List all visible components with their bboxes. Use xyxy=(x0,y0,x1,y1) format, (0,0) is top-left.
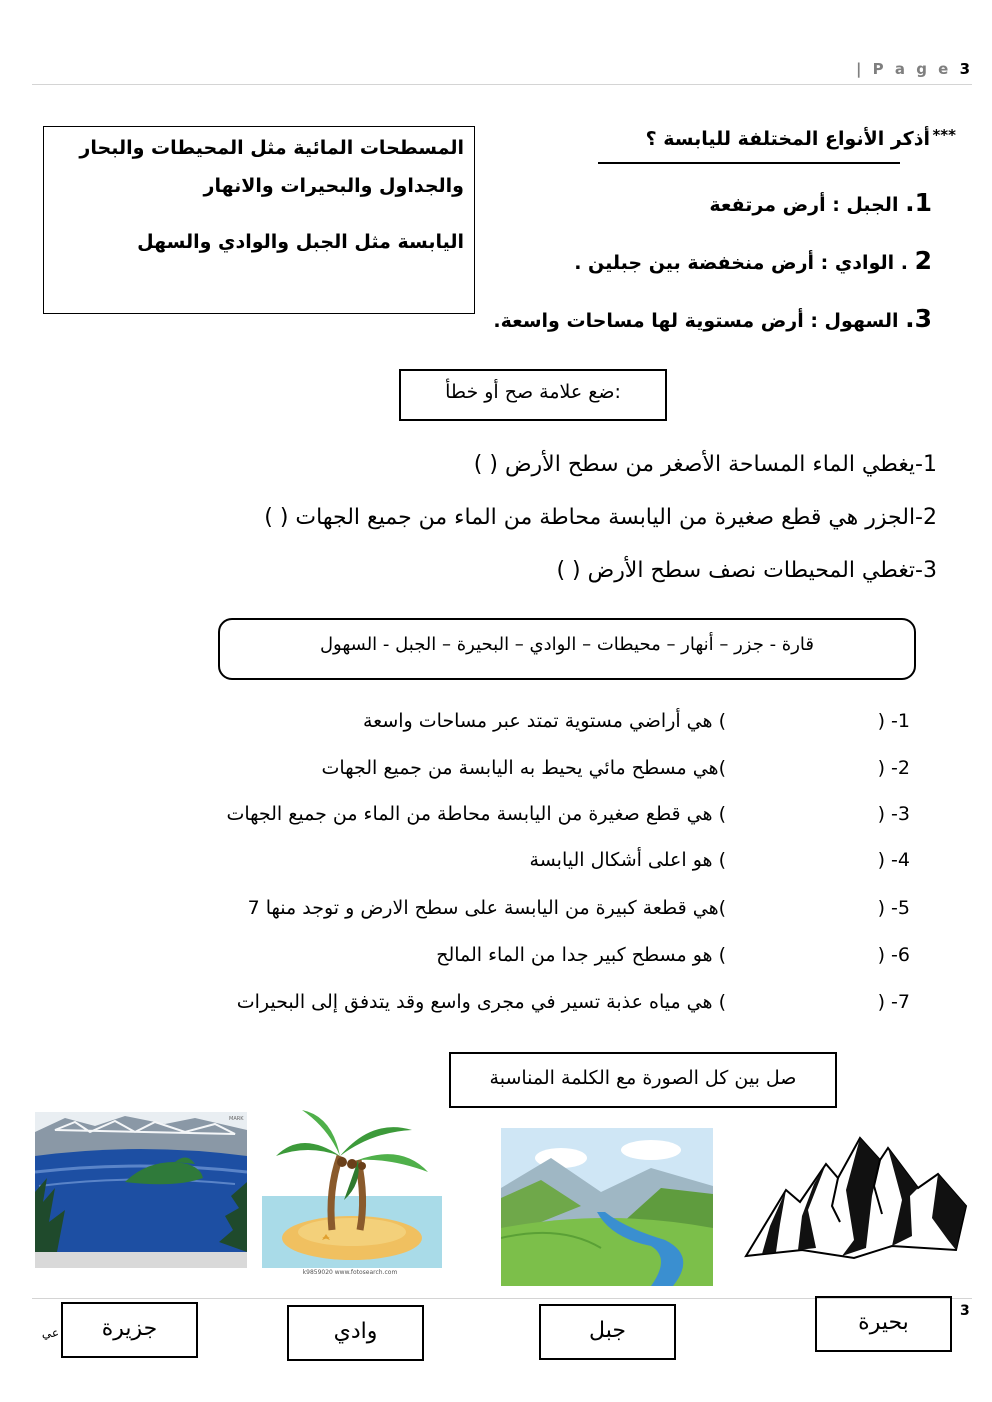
fill-blank[interactable]: 3- ( xyxy=(877,803,910,825)
true-false-item[interactable]: 2-الجزر هي قطع صغيرة من اليابسة محاطة من الماء من جميع الجهات ( ) xyxy=(264,505,937,530)
fill-blank[interactable]: 4- ( xyxy=(877,849,910,871)
mountain-image[interactable] xyxy=(742,1130,968,1268)
true-false-item[interactable]: 1-يغطي الماء المساحة الأصغر من سطح الأرض ( ) xyxy=(473,452,937,477)
fill-text: )هي قطعة كبيرة من اليابسة على سطح الارض و توجد منها 7 xyxy=(247,897,726,919)
fill-text: ) هي أراضي مستوية تمتد عبر مساحات واسعة xyxy=(363,710,726,732)
lake-image-credit: MARK xyxy=(229,1116,244,1122)
word-box-valley[interactable]: وادي xyxy=(287,1305,424,1361)
info-line-water: المسطحات المائية مثل المحيطات والبحار xyxy=(79,137,464,159)
fill-text: ) هو اعلى أشكال اليابسة xyxy=(529,849,726,871)
definition-item: 1. الجبل : أرض مرتفعة xyxy=(709,188,932,217)
fill-text: ) هي قطع صغيرة من اليابسة محاطة من الماء من جميع الجهات xyxy=(226,803,726,825)
true-false-item[interactable]: 3-تغطي المحيطات نصف سطح الأرض ( ) xyxy=(556,558,937,583)
word-box-island[interactable]: جزيرة xyxy=(61,1302,198,1358)
footer-page-number: 3 xyxy=(960,1303,970,1319)
definition-item: 3. السهول : أرض مستوية لها مساحات واسعة. xyxy=(493,304,932,333)
word-box-lake[interactable]: بحيرة xyxy=(815,1296,952,1352)
fill-blank[interactable]: 6- ( xyxy=(877,944,910,966)
word-bank: قارة - جزر – أنهار – محيطات – الوادي – البحيرة – الجبل - السهول xyxy=(218,618,916,680)
fill-blank[interactable]: 1- ( xyxy=(877,710,910,732)
question-title-underline xyxy=(598,162,900,164)
page-number-header: | P a g e 3 xyxy=(855,60,970,78)
fill-text: ) هو مسطح كبير جدا من الماء المالح xyxy=(436,944,726,966)
header-divider xyxy=(32,84,972,85)
word-box-mountain[interactable]: جبل xyxy=(539,1304,676,1360)
true-false-title: ضع علامة صح أو خطأ: xyxy=(399,369,667,421)
question-stars: *** xyxy=(932,126,956,144)
fill-blank[interactable]: 5- ( xyxy=(877,897,910,919)
info-box xyxy=(43,126,475,314)
island-image-credit: k9859020 www.fotosearch.com xyxy=(302,1269,398,1276)
fill-blank[interactable]: 7- ( xyxy=(877,991,910,1013)
footer-fragment: عي xyxy=(41,1326,59,1340)
fill-text: )هي مسطح مائي يحيط به اليابسة من جميع الجهات xyxy=(321,757,726,779)
info-line-water-2: والجداول والبحيرات والانهار xyxy=(203,175,464,197)
lake-image[interactable] xyxy=(35,1112,247,1268)
fill-blank[interactable]: 2- ( xyxy=(877,757,910,779)
question-title: أذكر الأنواع المختلفة لليابسة ؟ xyxy=(645,128,930,150)
match-title: صل بين كل الصورة مع الكلمة المناسبة xyxy=(449,1052,837,1108)
definition-item: 2 . الوادي : أرض منخفضة بين جبلين . xyxy=(574,246,932,275)
island-image[interactable] xyxy=(262,1100,442,1278)
valley-image[interactable] xyxy=(501,1128,713,1286)
fill-text: ) هي مياه عذبة تسير في مجرى واسع وقد يتدفق إلى البحيرات xyxy=(236,991,726,1013)
info-line-land: اليابسة مثل الجبل والوادي والسهل xyxy=(137,231,464,253)
